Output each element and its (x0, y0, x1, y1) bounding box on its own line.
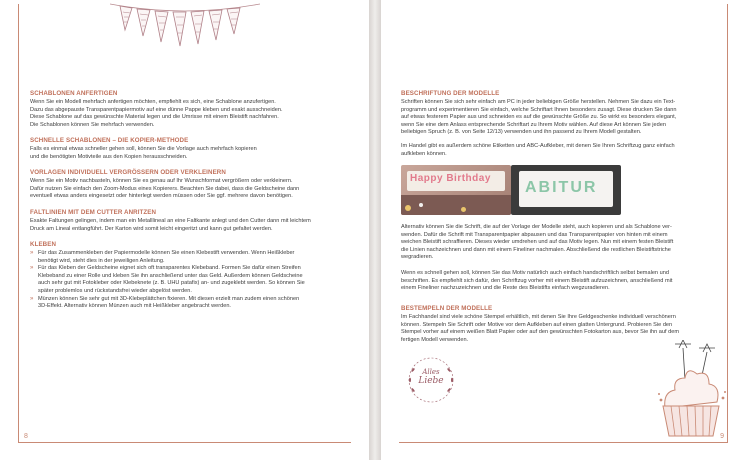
text-line: 3D-Effekt. Alternativ können Münzen auch mit Heißkleber angebracht werden. (38, 303, 231, 310)
text-line: auf etwas festerem Papier aus und schneiden es auf die gewünschte Größe zu. So wirkt es besonders elegant, (401, 114, 677, 121)
text-line: wegradieren. (401, 254, 434, 261)
text-line: programm und experimentieren Sie einfach, welche Schriftart Ihnen besonders zusagt. Diese drucken Sie dann (401, 106, 677, 113)
text-line: wenden. Dafür die Schrift mit Transparentpapier abpausen und das Transparentpapier von hinten mit einem (401, 231, 668, 238)
text-line: benötigt wird, steht dies in der jeweiligen Anleitung. (38, 257, 165, 264)
section-bestempeln (401, 305, 731, 344)
section-heading: VORLAGEN INDIVIDUELL VERGRÖSSERN ODER VERKLEINERN (30, 169, 226, 176)
text-line: können. Stempeln Sie Schrift oder Motive vor dem Aufkleben auf einen glatten Untergrund. Probieren Sie den (401, 321, 673, 328)
text-line: Falls es einmal etwas schneller gehen soll, können Sie die Vorlage auch mehrfach kopieren (30, 146, 257, 152)
alles-liebe-stamp (401, 350, 461, 410)
section-heading: BESCHRIFTUNG DER MODELLE (401, 90, 500, 97)
section-heading: FALTLINIEN MIT DEM CUTTER ANRITZEN (30, 209, 157, 216)
text-line: die Linien nachzeichnen und dann mit einem Fineliner nachmalen. Abschließend die restlichen Bleistiftstriche (401, 246, 671, 253)
photo-happy-birthday (401, 165, 511, 215)
text-line: Wenn Sie ein Motiv nachbasteln, können Sie es genau auf Ihr Wunschformat vergrößern oder verkleinern. (30, 178, 293, 184)
list-item (30, 250, 360, 265)
happy-birthday-letters (410, 173, 491, 184)
left-page-bottom-border (18, 442, 351, 443)
stamp-text: Alles (422, 368, 440, 376)
text-line: Wenn es schnell gehen soll, können Sie das Motiv natürlich auch einfach handschriftlich selbst bemalen und (401, 270, 669, 276)
stamp-text: Liebe (418, 376, 444, 386)
text-line: Die Schablonen können Sie mehrfach verwenden. (30, 121, 155, 128)
text-line: Münzen können Sie sehr gut mit 3D-Klebeplättchen fixieren. Mit diesen erzielt man zudem einen schönen (38, 295, 300, 302)
section-faltlinien (30, 209, 360, 233)
section-kleben (30, 241, 360, 311)
text-line: weichen Bleistift schraffieren. Dieses wieder umdrehen und auf das Motiv legen. Nun mit einem festen Bleistift (401, 239, 674, 246)
text-line: Exakte Faltungen gelingen, indem man ein Metalllineal an eine Faltkante anlegt und den Cutter dann mit leichtem (30, 218, 311, 224)
text-line: Für das Kleben der Geldscheine eignet sich oft transparentes Klebeband. Formen Sie dafür einen Streifen (38, 265, 301, 272)
right-page-bottom-border (399, 442, 728, 443)
text-line: wenn Sie eine dem Anlass entsprechende Schriftart zu Ihrem Motiv wählen. Auf diese Art können Sie jeden (401, 121, 666, 128)
abitur-letters: ABITUR (525, 179, 598, 196)
text-line: Dazu das abgepauste Transparentpapiermotiv auf eine dünne Pappe kleben und exakt ausschneiden. (30, 106, 283, 113)
text-line: später problemlos und rückstandsfrei wieder abgelöst werden. (38, 287, 192, 294)
text-line: Im Fachhandel sind viele schöne Stempel erhältlich, mit denen Sie Ihre Geldgeschenke individuell verschönern (401, 314, 676, 320)
text-line: Für das Zusammenkleben der Papiermodelle können Sie einen Klebestift verwenden. Wenn Heißkleber (38, 250, 295, 256)
text-line: eventuell etwas anders eingesetzt oder hinterlegt werden müssen oder Sie ggf. mehrere davon benötigen. (30, 193, 293, 200)
right-page (381, 0, 750, 460)
text-line: Dafür nutzen Sie einfach den Zoom-Modus eines Kopierers. Beachten Sie dabei, dass die Geldscheine dann (30, 185, 300, 192)
section-heading: SCHABLONEN ANFERTIGEN (30, 90, 118, 97)
page-number: 8 (24, 433, 28, 440)
text-line: Diese Schablone auf das gewünschte Material legen und die Umrisse mit einem Bleistift nachfahren. (30, 114, 279, 121)
text-line: aufkleben können. (401, 150, 447, 157)
text-line: Im Handel gibt es außerdem schöne Etiketten und ABC-Aufkleber, mit denen Sie Ihren Schriftzug ganz einfach (401, 142, 675, 149)
left-page-border (18, 4, 19, 443)
section-heading: SCHNELLE SCHABLONEN – DIE KOPIER-METHODE (30, 137, 189, 144)
book-gutter (369, 0, 381, 460)
text-line: beschriften. Es empfiehlt sich dafür, den Schriftzug vorher mit einem Bleistift aufzuzeichnen, anschließend mit (401, 277, 673, 284)
section-heading: KLEBEN (30, 241, 57, 248)
section-vorlagen (30, 169, 360, 201)
photo-label: Happy Birthday (410, 173, 491, 184)
text-line: beliebigen Spruch (z. B. von Seite 12/13) verwenden und ihn passend zu Ihrem Modell gestalten. (401, 129, 642, 136)
section-schablonen (30, 90, 360, 129)
text-line: Druck am Lineal entlangführt. Der Karton wird somit leicht eingeritzt und kann gut gefaltet werden. (30, 225, 273, 232)
text-line: Schriften können Sie sich sehr einfach am PC in jeder beliebigen Größe herstellen. Nehmen Sie dazu ein Text- (401, 99, 676, 105)
kleben-list (30, 250, 360, 311)
left-page (0, 0, 369, 460)
text-line: und die benötigten Motivteile aus den Kopien herausschneiden. (30, 153, 188, 160)
section-kopier-methode (30, 137, 360, 161)
cupcake-illustration (651, 340, 731, 440)
text-line: fertigen Modell verwenden. (401, 336, 469, 343)
section-alternativ (401, 224, 731, 262)
section-heading: BESTEMPELN DER MODELLE (401, 305, 493, 312)
section-beschriftung (401, 90, 731, 158)
bunting-decoration (110, 0, 260, 60)
text-line: auch sehr gut mit Fotokleber oder Klebeknete (z. B. UHU patafix) an- und zugeklebt werden. So können Sie (38, 280, 305, 287)
list-item (30, 296, 360, 311)
photo-abitur (511, 165, 621, 215)
text-line: Stempel vorher auf einem weißen Blatt Papier oder auf den gewünschten Fotokarton aus, bevor Sie ihn auf dem (401, 329, 679, 336)
page-number: 9 (720, 433, 724, 440)
text-line: Wenn Sie ein Modell mehrfach anfertigen möchten, empfiehlt es sich, eine Schablone anzufertigen. (30, 99, 276, 105)
text-line: einem Fineliner nachzuzeichnen und die Reste des Bleistifts einfach wegzuradieren. (401, 285, 610, 292)
text-line: Alternativ können Sie die Schrift, die auf der Vorlage der Modelle steht, auch kopieren und als Schablone ver- (401, 224, 672, 230)
section-handschriftlich (401, 270, 731, 293)
list-item (30, 265, 360, 295)
text-line: Klebeband zu einer Rolle und kleben Sie ihn anschließend unter das Geld. Außerdem können Geldscheine (38, 272, 303, 279)
